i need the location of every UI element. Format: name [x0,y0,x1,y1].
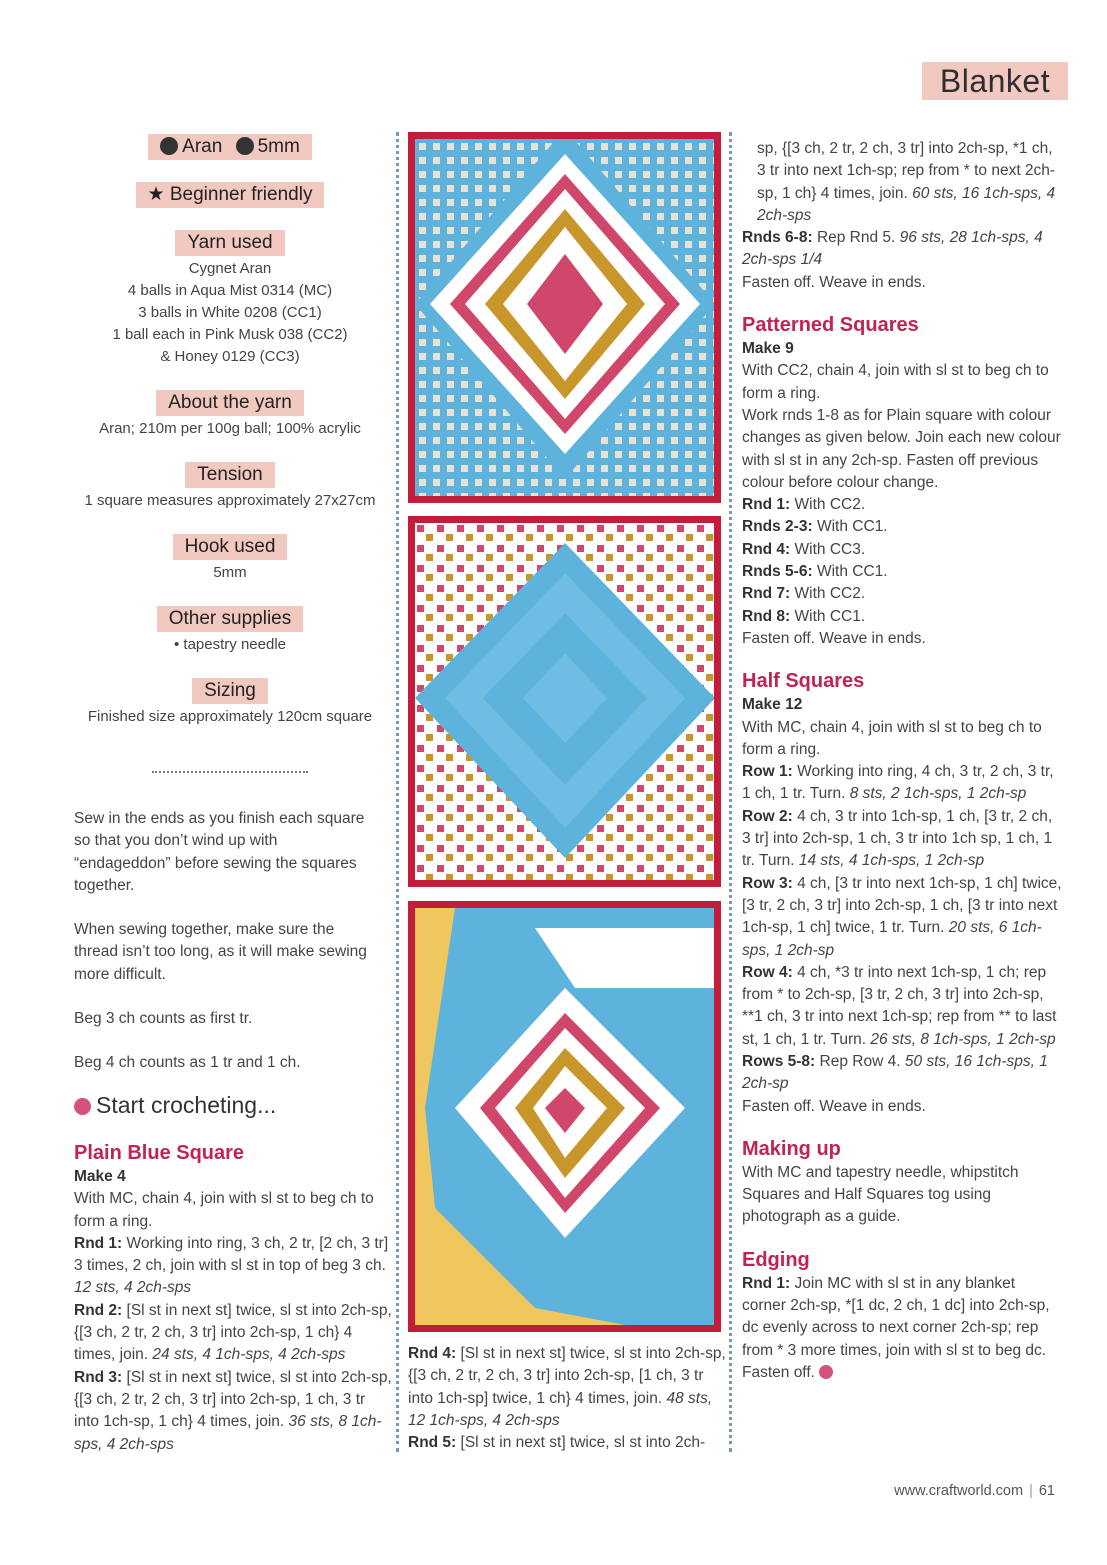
plain-square-section [74,1140,392,1456]
section-heading: Making up [742,1137,841,1160]
instruction-row: Rnd 1: Join MC with sl st in any blanket corner 2ch-sp, *[1 dc, 2 ch, 1 dc] into 2ch-sp, dc evenly across to next corner 2ch-sp; rep from * 3 more times, join with sl st to beg dc. Fasten off. [742,1274,1050,1381]
fasten-off: Fasten off. Weave in ends. [742,629,926,647]
instruction-row: Rnd 2: [Sl st in next st] twice, sl st into 2ch-sp, {[3 ch, 2 tr, 2 ch, 3 tr] into 2ch-sp, 1 ch} 4 times, join. 24 sts, 4 1ch-sps, 4 2ch-sps [74,1301,392,1364]
making-up-section [742,1136,1062,1229]
instruction-row: Rnd 3: [Sl st in next st] twice, sl st into 2ch-sp, {[3 ch, 2 tr, 2 ch, 3 tr] into 2ch-sp, 1 ch, 3 tr into 1ch-sp, 1 ch} 4 times, join. 36 sts, 8 1ch-sps, 4 2ch-sps [74,1368,392,1453]
instruction-row: Rnd 4: [Sl st in next st] twice, sl st into 2ch-sp, {[3 ch, 2 tr, 2 ch, 3 tr] into 2ch-sp, [1 ch, 3 tr into 1ch-sp] twice, 1 ch} 4 times, join. 48 sts, 12 1ch-sps, 4 2ch-sps [408,1345,726,1429]
tension-heading: Tension [185,462,275,488]
instruction-row: Rows 5-8: Rep Row 4. 50 sts, 16 1ch-sps, 1 2ch-sp [742,1052,1048,1093]
instruction-row: Row 2: 4 ch, 3 tr into 1ch-sp, 1 ch, [3 tr, 2 ch, 3 tr] into 2ch-sp, 1 ch, 3 tr into 1ch sp, 1 ch, 1 tr. Turn. 14 sts, 4 1ch-sps, 1 2ch-sp [742,807,1053,870]
supplies-text: • tapestry needle [174,636,286,653]
right-column [742,138,1062,1384]
level-badge: ★ Beginner friendly [136,182,325,208]
page-title: Blanket [922,62,1068,100]
patterned-section [742,312,1062,650]
tip: Beg 3 ch counts as first tr. [74,1010,253,1028]
photo-square-top [408,132,721,503]
section-heading: Patterned Squares [742,314,919,337]
section-heading: Plain Blue Square [74,1142,245,1164]
yarn-weight-badge: Aran 5mm [148,134,312,160]
sizing-text: Finished size approximately 120cm square [87,708,373,725]
about-yarn-text: Aran; 210m per 100g ball; 100% acrylic [99,420,361,437]
tip: When sewing together, make sure the thread isn’t too long, as it will make sewing more difficult. [74,921,367,983]
supplies-heading: Other supplies [157,606,304,632]
website-url: www.craftworld.com [894,1483,1024,1499]
make-count: Make 4 [74,1168,126,1185]
half-squares-section [742,668,1062,1118]
fasten-off: Fasten off. Weave in ends. [742,1097,926,1115]
yarn-ball-icon [819,1365,833,1379]
instruction-row: Rnds 2-3: With CC1. [742,518,888,536]
hook-heading: Hook used [173,534,288,560]
instruction-row: Rnds 5-6: With CC1. [742,563,888,581]
instruction-row: Rnd 1: With CC2. [742,496,866,514]
edging-section [742,1247,1062,1384]
footer: www.craftworld.com | 61 [894,1483,1055,1499]
tip: Beg 4 ch counts as 1 tr and 1 ch. [74,1054,301,1072]
crochet-photo [415,523,714,880]
photo-blanket-corner [408,901,721,1332]
about-yarn-heading: About the yarn [156,390,304,416]
instruction-row: Row 4: 4 ch, *3 tr into next 1ch-sp, 1 ch; rep from * to 2ch-sp, [3 tr, 2 ch, 3 tr] into 2ch-sp, **1 ch, 3 tr into next 1ch-sp; rep from ** to last st, 1 ch, 1 tr. Turn. 26 sts, 8 1ch-sps, 1 2ch-sp [742,963,1057,1048]
rnd5-rest: sp, {[3 ch, 2 tr, 2 ch, 3 tr] into 2ch-sp, *1 ch, 3 tr into next 1ch-sp; rep from * to next 2ch-sp, 1 ch} 4 times, join. 60 sts, 16 1ch-sps, 4 2ch-sps [757,140,1056,224]
hook-icon [236,137,254,155]
rnd5-continued [742,138,1062,227]
star-icon: ★ [147,184,170,205]
page-number: 61 [1038,1483,1055,1499]
sizing-heading: Sizing [192,678,268,704]
yarn-ball-icon [74,1098,91,1115]
intro-text: With MC, chain 4, join with sl st to beg ch to form a ring. [74,1190,374,1230]
making-up-text: With MC and tapestry needle, whipstitch Squares and Half Squares tog using photograph as a guide. [742,1163,1019,1226]
fasten-off: Fasten off. Weave in ends. [742,273,926,291]
instruction-row: Rnd 7: With CC2. [742,585,866,603]
instruction-row: Rnd 5: [Sl st in next st] twice, sl st into 2ch- [408,1434,706,1452]
divider [152,771,308,773]
hook-text: 5mm [213,564,247,581]
start-heading: Start crocheting... [74,1092,276,1119]
crochet-photo [415,908,714,1325]
intro-text: With MC, chain 4, join with sl st to beg ch to form a ring. [742,718,1042,758]
instruction-row: Rnd 1: Working into ring, 3 ch, 2 tr, [2 ch, 3 tr] 3 times, 2 ch, join with sl st in top of beg 3 ch. 12 sts, 4 2ch-sps [74,1234,389,1297]
crochet-photo [415,139,714,496]
tension-text: 1 square measures approximately 27x27cm [84,492,376,509]
yarn-ball-icon [160,137,178,155]
column-divider [396,132,399,1452]
section-heading: Half Squares [742,670,865,693]
instruction-row: Row 1: Working into ring, 4 ch, 3 tr, 2 ch, 3 tr, 1 ch, 1 tr. Turn. 8 sts, 2 1ch-sps, 1 2ch-sp [742,763,1054,803]
info-panel [72,134,388,728]
make-count: Make 9 [742,340,794,358]
make-count: Make 12 [742,696,803,714]
column-divider [729,132,732,1452]
rnd5-start: [Sl st in next st] twice, sl st into 2ch- [460,1434,706,1452]
section-heading: Edging [742,1248,810,1271]
intro-text: With CC2, chain 4, join with sl st to beg ch to form a ring. [742,362,1049,402]
instruction-row: Rnds 6-8: Rep Rnd 5. 96 sts, 28 1ch-sps, 4 2ch-sps 1/4 [742,229,1043,269]
intro-text: Work rnds 1-8 as for Plain square with colour changes as given below. Join each new colour with sl st in any 2ch-sp. Fasten off previous colour before colour change. [742,406,1061,491]
tip: Sew in the ends as you finish each square so that you don’t wind up with “endageddon” before sewing the squares together. [74,810,365,894]
yarn-used-list: Cygnet Aran 4 balls in Aqua Mist 0314 (MC) 3 balls in White 0208 (CC1) 1 ball each in Pink Musk 038 (CC2) & Honey 0129 (CC3) [112,260,348,365]
plain-square-continued [408,1343,726,1454]
instruction-row: Rnd 8: With CC1. [742,607,866,625]
yarn-used-heading: Yarn used [175,230,284,256]
instruction-row: Row 3: 4 ch, [3 tr into next 1ch-sp, 1 ch] twice, [3 tr, 2 ch, 3 tr] into 2ch-sp, 1 ch, [3 tr into next 1ch-sp, 1 ch] twice, 1 tr. Turn. 20 sts, 6 1ch-sps, 1 2ch-sp [742,874,1062,959]
photo-square-middle [408,516,721,887]
tips [74,808,374,1097]
instruction-row: Rnd 4: With CC3. [742,540,866,558]
